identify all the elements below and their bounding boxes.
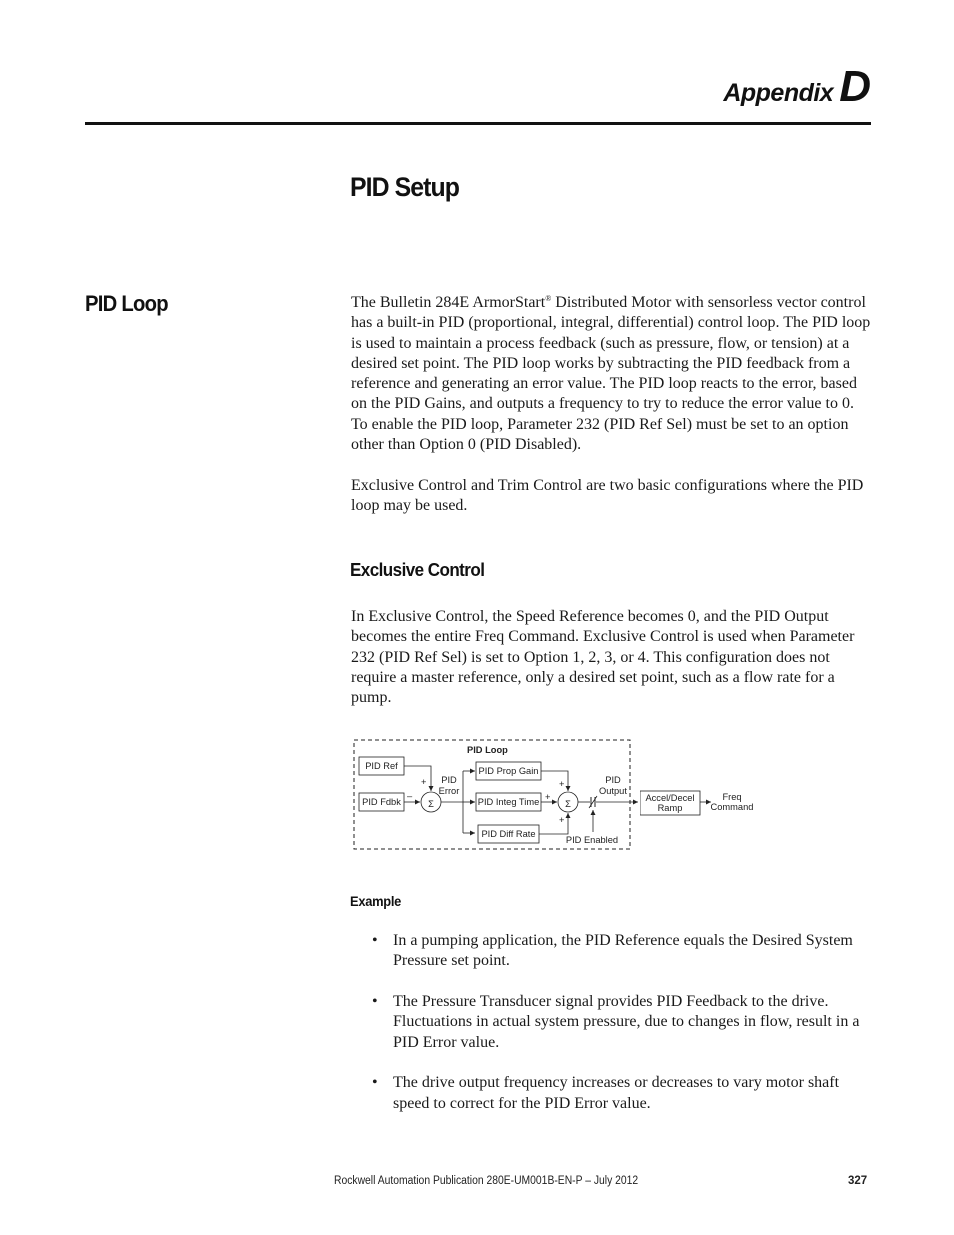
pid-fdbk-block [359, 793, 404, 811]
footer-page-number: 327 [848, 1175, 868, 1187]
pid-integ-time-block [476, 793, 541, 811]
list-item [372, 992, 872, 1053]
subsection-title: Exclusive Control [350, 559, 485, 580]
bullet-icon: • [372, 932, 378, 949]
intro-text-start: The Bulletin 284E ArmorStart [351, 294, 546, 311]
ref-plus-sign: + [421, 777, 427, 787]
ramp-and-command [640, 735, 760, 855]
fdbk-minus-sign: – [407, 791, 413, 801]
bullet-icon: • [372, 1074, 378, 1092]
pid-error-label-line1: PID [441, 775, 457, 785]
output-sigma: Σ [565, 799, 571, 809]
freq-command-line2: Command [710, 802, 754, 812]
diff-plus-sign: + [559, 815, 565, 825]
pid-loop-diagram [350, 735, 640, 855]
ref-to-sum-line [404, 766, 431, 791]
registered-mark: ® [545, 294, 552, 303]
appendix-heading [700, 62, 870, 112]
pid-diff-rate-block [478, 825, 539, 843]
pid-error-label-line2: Error [438, 786, 460, 796]
appendix-word: Appendix [723, 79, 834, 107]
prop-gain-label: PID Prop Gain [478, 766, 539, 776]
pid-fdbk-label: PID Fdbk [362, 797, 401, 807]
list-item-text: The drive output frequency increases or decreases to vary motor shaft speed to correct for the PID Error value. [393, 1074, 840, 1112]
example-bullet-list [372, 931, 872, 1135]
section-title: PID Loop [85, 291, 168, 316]
example-title: Example [350, 893, 402, 909]
header-rule [85, 122, 871, 125]
footer-publication: Rockwell Automation Publication 280E-UM001B-EN-P – July 2012 [334, 1175, 639, 1187]
list-item [372, 1073, 872, 1114]
pid-loop-label: PID Loop [467, 745, 508, 755]
pid-ref-label: PID Ref [365, 761, 398, 771]
error-sigma: Σ [428, 799, 434, 809]
intro-paragraph [351, 293, 873, 455]
output-summing-junction [558, 792, 578, 812]
ramp-label-line2: Ramp [657, 803, 683, 813]
pid-prop-gain-block [476, 762, 541, 780]
prop-plus-sign: + [559, 779, 565, 789]
freq-command-line1: Freq [722, 792, 742, 802]
pid-enabled-switch [589, 796, 597, 808]
pid-output-label-line1: PID [605, 775, 621, 785]
integ-plus-sign: + [545, 792, 551, 802]
intro-text-rest: Distributed Motor with sensorless vector control has a built-in PID (proportional, integral, differential) control loop. The PID loop is used to maintain a process feedback (such as pressure, flow, or tension) at a desired set point. The PID loop works by subtracting the PID feedback from a reference and generating an error value. The PID loop reacts to the error, based on the PID Gains, and outputs a frequency to try to reduce the error value to 0. To enable the PID loop, Parameter 232 (PID Ref Sel) must be set to an option other than Option 0 (PID Disabled). [351, 294, 871, 454]
exclusive-control-paragraph: In Exclusive Control, the Speed Reference becomes 0, and the PID Output becomes the entire Freq Command. Exclusive Control is used when Parameter 232 (PID Ref Sel) is set to Option 1, 2, 3, or 4. This configuration does not require a master reference, only a desired set point, such as a flow rate for a pump. [351, 608, 855, 707]
list-item-text: In a pumping application, the PID Reference equals the Desired System Pressure set point. [393, 932, 853, 970]
appendix-letter: D [839, 62, 870, 111]
diff-rate-label: PID Diff Rate [481, 829, 536, 839]
integ-time-label: PID Integ Time [477, 797, 540, 807]
ramp-label-line1: Accel/Decel [645, 793, 695, 803]
list-item [372, 931, 872, 972]
pid-output-label-line2: Output [599, 786, 627, 796]
pid-ref-block [359, 757, 404, 775]
bullet-icon: • [372, 993, 378, 1011]
pid-enabled-label: PID Enabled [565, 835, 619, 845]
list-item-text: The Pressure Transducer signal provides PID Feedback to the drive. Fluctuations in actual system pressure, due to changes in flow, result in a PID Error value. [393, 993, 860, 1051]
accel-decel-ramp-block [640, 791, 700, 815]
configurations-paragraph: Exclusive Control and Trim Control are two basic configurations where the PID loop may be used. [351, 477, 864, 515]
page-title: PID Setup [350, 172, 460, 202]
